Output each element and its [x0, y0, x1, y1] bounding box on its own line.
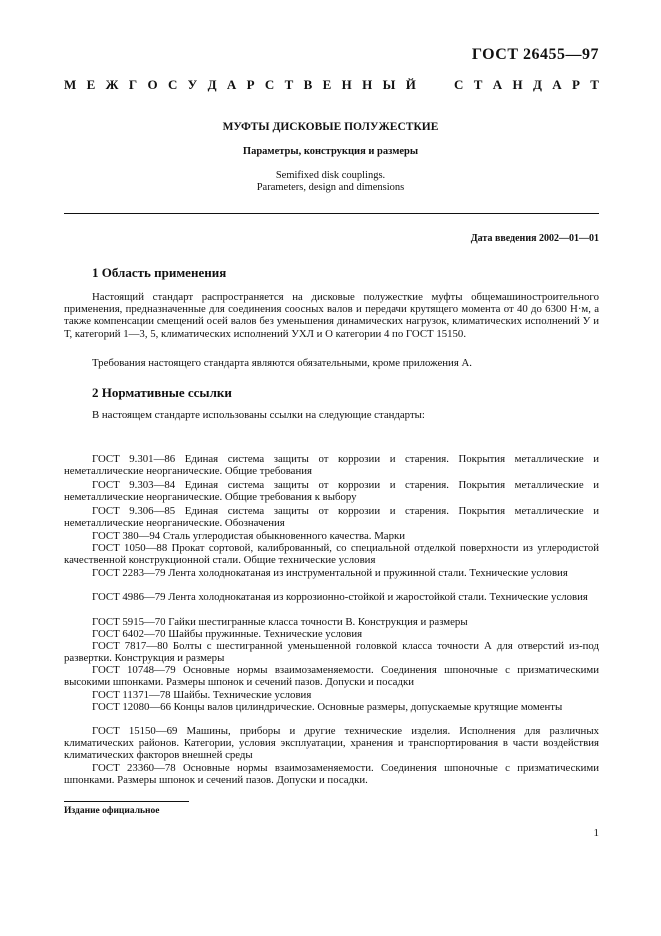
reference-item: ГОСТ 9.306—85 Единая система защиты от коррозии и старения. Покрытия металлические и неметаллические неорганические. Обозначения: [64, 505, 599, 530]
section-1-paragraph-2: Требования настоящего стандарта являются обязательными, кроме приложения А.: [92, 357, 472, 369]
standard-word: С Т А Н Д А Р Т: [454, 77, 599, 92]
reference-item: ГОСТ 9.303—84 Единая система защиты от коррозии и старения. Покрытия металлические и неметаллические неорганические. Общие требования к выбору: [64, 479, 599, 504]
introduction-date: Дата введения 2002—01—01: [470, 233, 599, 244]
reference-item: ГОСТ 9.301—86 Единая система защиты от коррозии и старения. Покрытия металлические и неметаллические неорганические. Общие требования: [64, 453, 599, 478]
official-edition-note: Издание официальное: [64, 806, 160, 816]
reference-item: ГОСТ 6402—70 Шайбы пружинные. Технические условия: [92, 628, 363, 640]
interstate-word: М Е Ж Г О С У Д А Р С Т В Е Н Н Ы Й: [64, 77, 416, 92]
interstate-standard-banner: [64, 77, 599, 93]
english-title-line2: Parameters, design and dimensions: [256, 182, 405, 193]
section-2-heading: 2 Нормативные ссылки: [92, 385, 232, 400]
footer-divider: [64, 801, 189, 802]
reference-item: ГОСТ 4986—79 Лента холоднокатаная из коррозионно-стойкой и жаростойкой стали. Технические условия: [92, 591, 588, 603]
reference-item: ГОСТ 380—94 Сталь углеродистая обыкновенного качества. Марки: [92, 530, 406, 542]
page-number: 1: [593, 827, 599, 839]
reference-item: ГОСТ 10748—79 Основные нормы взаимозаменяемости. Соединения шпоночные с призматическими высокими шпонками. Размеры шпонок и сечений пазов. Допуски и посадки: [64, 664, 599, 689]
reference-item: ГОСТ 12080—66 Концы валов цилиндрические. Основные размеры, допускаемые крутящие моменты: [92, 701, 563, 713]
document-code: ГОСТ 26455—97: [471, 46, 599, 63]
reference-item: ГОСТ 5915—70 Гайки шестигранные класса точности В. Конструкция и размеры: [92, 616, 468, 628]
references-intro: В настоящем стандарте использованы ссылки на следующие стандарты:: [92, 409, 425, 421]
title-divider: [64, 213, 599, 214]
english-title-line1: Semifixed disk couplings.: [275, 170, 386, 181]
reference-item: ГОСТ 15150—69 Машины, приборы и другие технические изделия. Исполнения для различных климатических районов. Категории, условия эксплуатации, хранения и транспортирования в части воздействия климатических факторов внешней среды: [64, 725, 599, 762]
reference-item: ГОСТ 7817—80 Болты с шестигранной уменьшенной головкой класса точности А для отверстий из-под развертки. Конструкция и размеры: [64, 640, 599, 665]
reference-item: ГОСТ 23360—78 Основные нормы взаимозаменяемости. Соединения шпоночные с призматическими шпонками. Размеры шпонок и сечений пазов. Допуски и посадки.: [64, 762, 599, 787]
document-title: МУФТЫ ДИСКОВЫЕ ПОЛУЖЕСТКИЕ: [222, 121, 439, 133]
reference-item: ГОСТ 11371—78 Шайбы. Технические условия: [92, 689, 312, 701]
document-subtitle: Параметры, конструкция и размеры: [242, 146, 419, 157]
reference-item: ГОСТ 2283—79 Лента холоднокатаная из инструментальной и пружинной стали. Технические условия: [92, 567, 568, 579]
reference-item: ГОСТ 1050—88 Прокат сортовой, калиброванный, со специальной отделкой поверхности из углеродистой качественной конструкционной стали. Общие технические условия: [64, 542, 599, 567]
section-1-heading: 1 Область применения: [92, 265, 227, 280]
section-1-paragraph: Настоящий стандарт распространяется на дисковые полужесткие муфты общемашиностроительного применения, предназначенные для соединения соосных валов и передачи крутящего момента от 40 до 6300 Н·м, а также компенсации смещений осей валов без уменьшения динамических нагрузок, климатических исполнений У и Т, категорий 1—3, 5, климатических исполнений УХЛ и О категории 4 по ГОСТ 15150.: [64, 291, 599, 340]
